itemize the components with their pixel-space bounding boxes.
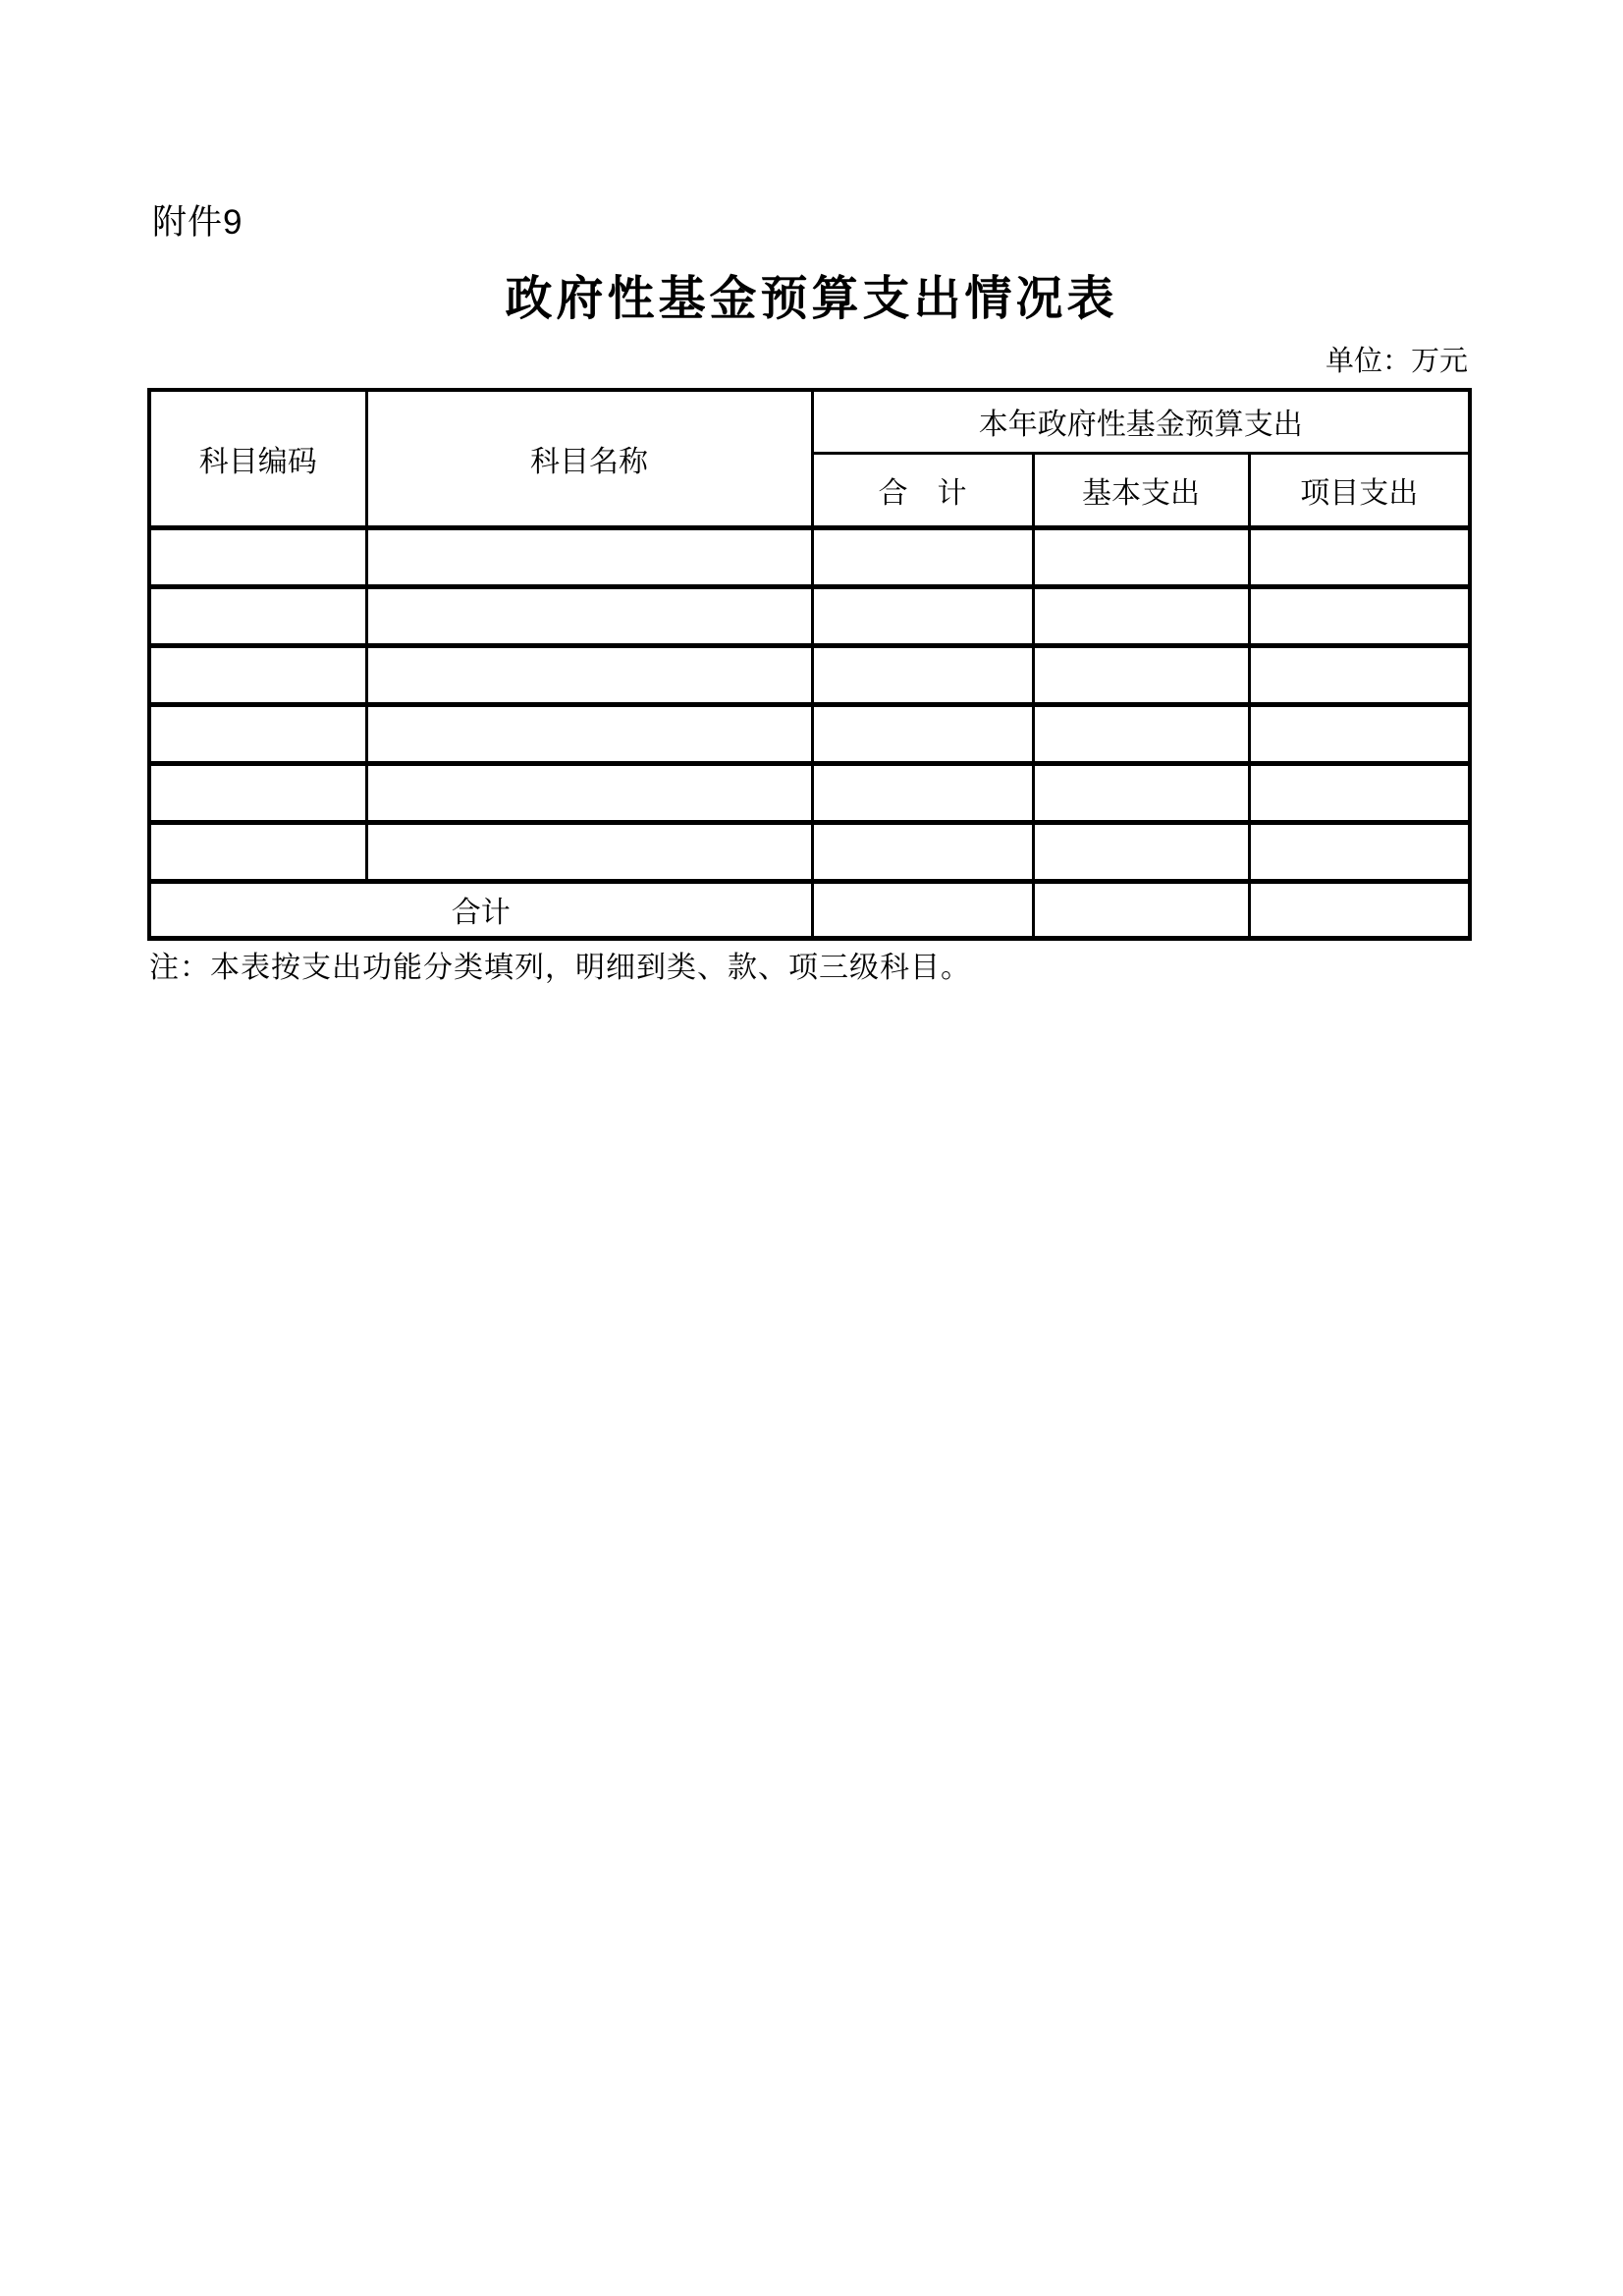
table-cell [1033,822,1249,881]
table-cell [1249,527,1470,586]
total-row-label: 合计 [149,881,812,938]
table-cell [149,704,366,763]
table-cell [1033,586,1249,645]
header-row-group [149,390,1470,453]
col-header-project-expenditure: 项目支出 [1249,453,1470,527]
col-header-subject-code: 科目编码 [149,390,366,527]
table-cell [149,586,366,645]
table-cell [149,527,366,586]
table-cell [149,763,366,822]
table-row [149,822,1470,881]
table-cell [1249,586,1470,645]
table-cell [812,704,1033,763]
table-row [149,763,1470,822]
table-cell [1033,704,1249,763]
col-group-header-current-year-expenditure: 本年政府性基金预算支出 [812,390,1470,453]
table-cell [812,822,1033,881]
total-row-cell-project [1249,881,1470,938]
table-cell [1033,645,1249,704]
table-cell [149,645,366,704]
table-cell [812,645,1033,704]
table-cell [812,586,1033,645]
table-cell [366,704,812,763]
attachment-label: 附件9 [152,203,243,242]
col-header-basic-expenditure: 基本支出 [1033,453,1249,527]
table-cell [366,763,812,822]
table-row [149,527,1470,586]
table-cell [1249,645,1470,704]
table-cell [1033,527,1249,586]
footnote: 注：本表按支出功能分类填列，明细到类、款、项三级科目。 [149,952,971,984]
col-header-total: 合 计 [812,453,1033,527]
table-cell [366,586,812,645]
table-cell [366,527,812,586]
table-cell [1249,763,1470,822]
table-cell [366,822,812,881]
budget-table [147,388,1472,941]
table-cell [366,645,812,704]
table-cell [1033,763,1249,822]
total-row-cell-total [812,881,1033,938]
page-title: 政府性基金预算支出情况表 [505,273,1118,325]
total-row-cell-basic [1033,881,1249,938]
table-cell [1249,822,1470,881]
col-header-subject-name: 科目名称 [366,390,812,527]
table-cell [1249,704,1470,763]
table-cell [812,527,1033,586]
table-row [149,645,1470,704]
unit-label: 单位：万元 [1325,346,1468,377]
table-cell [812,763,1033,822]
total-row [149,881,1470,938]
table-row [149,586,1470,645]
table-cell [149,822,366,881]
table-row [149,704,1470,763]
